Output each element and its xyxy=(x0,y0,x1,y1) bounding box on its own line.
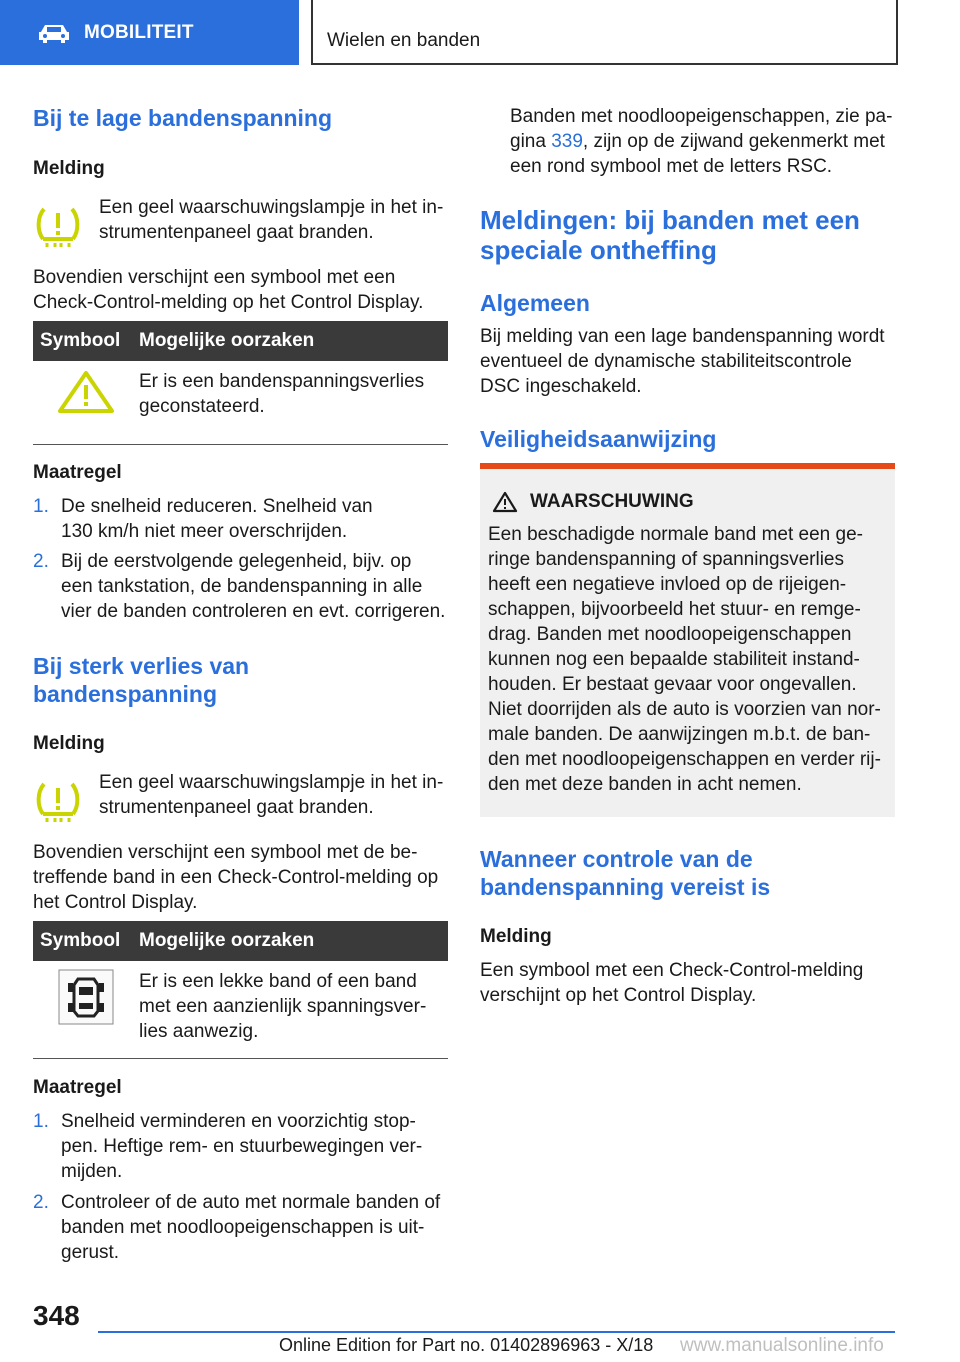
body-text: het Control Display. xyxy=(33,892,198,913)
tire-pressure-warning-icon xyxy=(35,203,81,249)
chapter-title: Wielen en banden xyxy=(327,30,481,51)
subheading-melding-3: Melding xyxy=(480,926,552,947)
col-causes: Mogelijke oorzaken xyxy=(139,330,315,351)
watermark: www.manualsonline.info xyxy=(680,1335,884,1356)
body-text: eventueel de dynamische stabiliteitscontrole xyxy=(480,351,852,372)
body-text: DSC ingeschakeld. xyxy=(480,376,642,397)
msg-line: Een geel waarschuwingslampje in het in- xyxy=(99,772,444,793)
body-text: treffende band in een Check-Control-melding op xyxy=(33,867,439,888)
section-title: MOBILITEIT xyxy=(84,21,194,43)
footer-rule xyxy=(98,1331,895,1333)
cause-text: Er is een lekke band of een band xyxy=(139,971,417,992)
steps-list-1 xyxy=(33,494,448,624)
symbol-table-1 xyxy=(33,321,448,445)
table-header xyxy=(33,921,448,961)
page-link[interactable]: 339 xyxy=(551,131,583,152)
table-row xyxy=(33,961,448,1059)
body-text: verschijnt op het Control Display. xyxy=(480,985,757,1006)
body-text: Een symbool met een Check-Control-melding xyxy=(480,960,864,981)
body-text: Bovendien verschijnt een symbool met de be- xyxy=(33,842,418,863)
page-number: 348 xyxy=(33,1300,80,1331)
tire-pressure-warning-icon xyxy=(35,778,81,824)
subheading-melding-1: Melding xyxy=(33,158,105,179)
cause-text: geconstateerd. xyxy=(139,396,265,417)
edition-text: Online Edition for Part no. 01402896963 - X/18 xyxy=(279,1335,654,1355)
body-text: Check-Control-melding op het Control Display. xyxy=(33,292,424,313)
list-item: 2. Bij de eerstvolgende gelegenheid, bijv. op een tankstation, de bandenspanning in alle vier de banden controleren en evt. corrigeren. xyxy=(33,551,446,622)
heading-algemeen: Algemeen xyxy=(480,290,590,316)
warning-title: WAARSCHUWING xyxy=(492,491,887,513)
msg-line: Een geel waarschuwingslampje in het in- xyxy=(99,197,444,218)
list-item: 2. Controleer of de auto met normale banden of banden met noodloopeigenschappen is uit- gerust. xyxy=(33,1192,441,1263)
warning-text: Een beschadigde normale band met een ge- ringe bandenspanning of spanningsverlies heeft een negatieve invloed op de rijeigen- schappen, bijvoorbeeld het stuur- en remge- drag. Banden met noodloopeigenschappen kunnen nog een bepaalde stabiliteit instand- houden. Er bestaat gevaar voor ongevallen. Niet doorrijden als de auto is voorzien van nor- male banden. De aanwijzingen m.b.t. de ban- den met noodloopeigenschappen en verder rij- den met deze banden in acht nemen. xyxy=(488,524,881,795)
subheading-melding-2: Melding xyxy=(33,733,105,754)
symbol-table-2 xyxy=(33,921,448,1059)
cause-text: Er is een bandenspanningsverlies xyxy=(139,371,425,392)
list-item: 1. Snelheid verminderen en voorzichtig stop- pen. Heftige rem- en stuurbewegingen ver- mijden. xyxy=(33,1111,423,1182)
chapter-box xyxy=(311,0,898,65)
body-text: Banden met noodloopeigenschappen, zie pa- xyxy=(510,106,893,127)
heading-low-pressure: Bij te lage bandenspanning xyxy=(33,105,333,131)
list-item: 1. De snelheid reduceren. Snelheid van 130 km/h niet meer overschrijden. xyxy=(33,496,373,542)
warning-box xyxy=(480,463,895,817)
table-row xyxy=(33,361,448,445)
msg-line: strumentenpaneel gaat branden. xyxy=(99,797,374,818)
col-symbol: Symbool xyxy=(40,930,121,951)
flat-tire-car-icon xyxy=(58,969,114,1025)
heading-when-check: Wanneer controle van de bandenspanning vereist is xyxy=(480,846,771,900)
warning-triangle-icon xyxy=(56,369,116,415)
car-icon xyxy=(37,22,71,44)
body-text: Bovendien verschijnt een symbool met een xyxy=(33,267,396,288)
body-text: Bij melding van een lage bandenspanning wordt xyxy=(480,326,885,347)
section-tab xyxy=(0,0,299,65)
body-text: een rond symbool met de letters RSC. xyxy=(510,156,833,177)
heading-strong-loss: Bij sterk verlies van bandenspanning xyxy=(33,653,250,707)
cause-text: met een aanzienlijk spanningsver- xyxy=(139,996,427,1017)
subheading-maatregel-1: Maatregel xyxy=(33,462,122,483)
subheading-maatregel-2: Maatregel xyxy=(33,1077,122,1098)
table-header xyxy=(33,321,448,361)
steps-list-2 xyxy=(33,1109,448,1265)
cause-text: lies aanwezig. xyxy=(139,1021,259,1042)
body-text: gina 339, zijn op de zijwand gekenmerkt met xyxy=(510,131,885,152)
heading-special-tires: Meldingen: bij banden met een speciale ontheffing xyxy=(480,205,860,265)
heading-safety: Veiligheidsaanwijzing xyxy=(480,426,717,452)
warning-triangle-icon xyxy=(492,491,518,513)
col-symbol: Symbool xyxy=(40,330,121,351)
msg-line: strumentenpaneel gaat branden. xyxy=(99,222,374,243)
col-causes: Mogelijke oorzaken xyxy=(139,930,315,951)
